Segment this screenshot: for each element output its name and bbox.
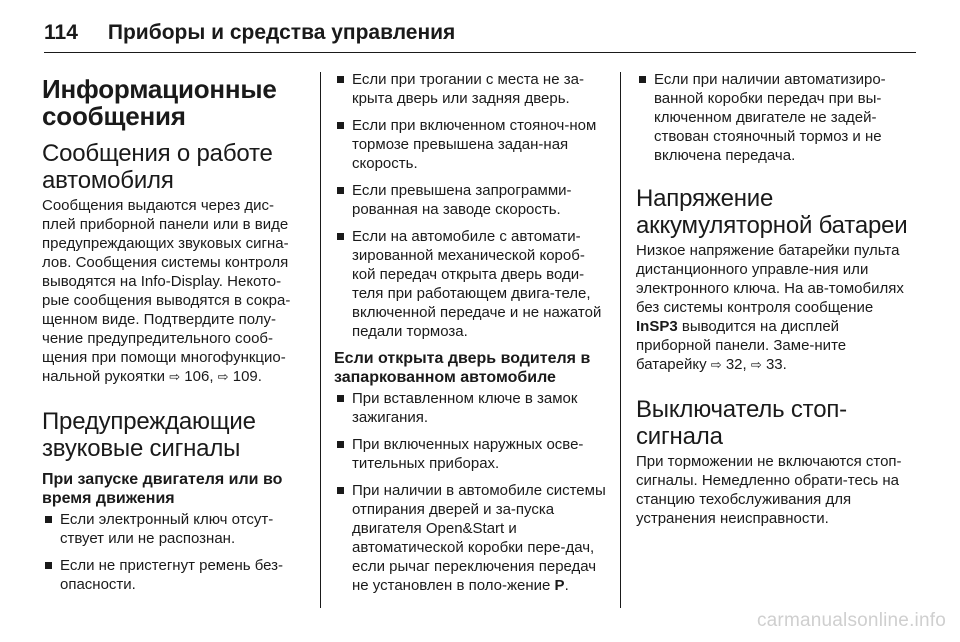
arrow-right-icon: ⇨ [710, 357, 722, 372]
running-title: Приборы и средства управления [107, 21, 456, 44]
section-title-info-messages: Информационные сообщения [42, 74, 277, 131]
paragraph-battery-voltage: Низкое напряжение батарейки пульта дистанционного управле-ния или электронного ключа. На ав-томобилях без системы контроля сообщение InSP3 выводится на дисплей приборной панели. Заме-ните батарейку ⇨ 32, ⇨ 33. [636, 242, 904, 373]
column-3 [636, 70, 908, 538]
subheading-driver-door-open: Если открыта дверь водителя в запаркованном автомобиле [334, 350, 591, 386]
bullet-list [636, 70, 908, 165]
page-header [44, 14, 916, 53]
paragraph-vehicle-messages: Сообщения выдаются через дис-плей приборной панели или в виде предупреждающих звуковых сигна-лов. Сообщения системы контроля выводятся на Info-Display. Некото-рые сообщения выводятся в сокра-щенном виде. Подтвердите полу-чение предупредительного сооб-щения при помощи многофункцио-нальной рукоятки ⇨ 106, ⇨ 109. [42, 197, 291, 385]
list-item: Если превышена запрограмми-рованная на заводе скорость. [334, 181, 606, 219]
heading-brake-light-switch: Выключатель стоп-сигнала [636, 396, 847, 450]
arrow-right-icon: ⇨ [217, 369, 229, 384]
column-divider [320, 72, 321, 608]
column-2 [334, 70, 606, 603]
list-item: Если электронный ключ отсут-ствует или не распознан. [42, 510, 306, 548]
heading-battery-voltage: Напряжение аккумуляторной батареи [636, 185, 908, 239]
list-item: Если при трогании с места не за-крыта дверь или задняя дверь. [334, 70, 606, 108]
bullet-list [334, 70, 606, 341]
page-ref[interactable]: 32 [725, 356, 743, 373]
heading-warning-chimes: Предупреждающие звуковые сигналы [42, 408, 256, 462]
paragraph-brake-light-switch: При торможении не включаются стоп-сигналы. Немедленно обрати-тесь на станцию техобслуживания для устранения неисправности. [636, 453, 902, 527]
list-item: Если при наличии автоматизиро-ванной коробки передач при вы-ключенном двигателе не задей-ствован стояночный тормоз и не включена передача. [636, 70, 908, 165]
list-item: При вставленном ключе в замок зажигания. [334, 389, 606, 427]
watermark: carmanualsonline.info [756, 610, 946, 631]
heading-vehicle-messages: Сообщения о работе автомобиля [42, 140, 273, 194]
column-divider [620, 72, 621, 608]
list-item: При включенных наружных осве-тительных приборах. [334, 435, 606, 473]
list-item: Если при включенном стояноч-ном тормозе превышена задан-ная скорость. [334, 116, 606, 173]
page-ref[interactable]: 33 [765, 356, 783, 373]
list-item: Если на автомобиле с автомати-зированной механической короб-кой передач открыта дверь води-теля при работающем двига-теле, включенной передаче и не нажатой педали тормоза. [334, 227, 606, 341]
bullet-list [42, 510, 306, 594]
subheading-engine-start: При запуске двигателя или во время движения [42, 471, 283, 507]
arrow-right-icon: ⇨ [750, 357, 762, 372]
page-ref[interactable]: 109 [232, 368, 258, 385]
list-item: При наличии в автомобиле системы отпирания дверей и за-пуска двигателя Open&Start и автоматической коробки пере-дач, если рычаг переключения передач не установлен в поло-жение P. [334, 481, 606, 595]
page-ref[interactable]: 106 [184, 368, 210, 385]
arrow-right-icon: ⇨ [169, 369, 181, 384]
page-number: 114 [44, 21, 78, 44]
column-1 [42, 70, 306, 602]
bullet-list [334, 389, 606, 595]
list-item: Если не пристегнут ремень без-опасности. [42, 556, 306, 594]
